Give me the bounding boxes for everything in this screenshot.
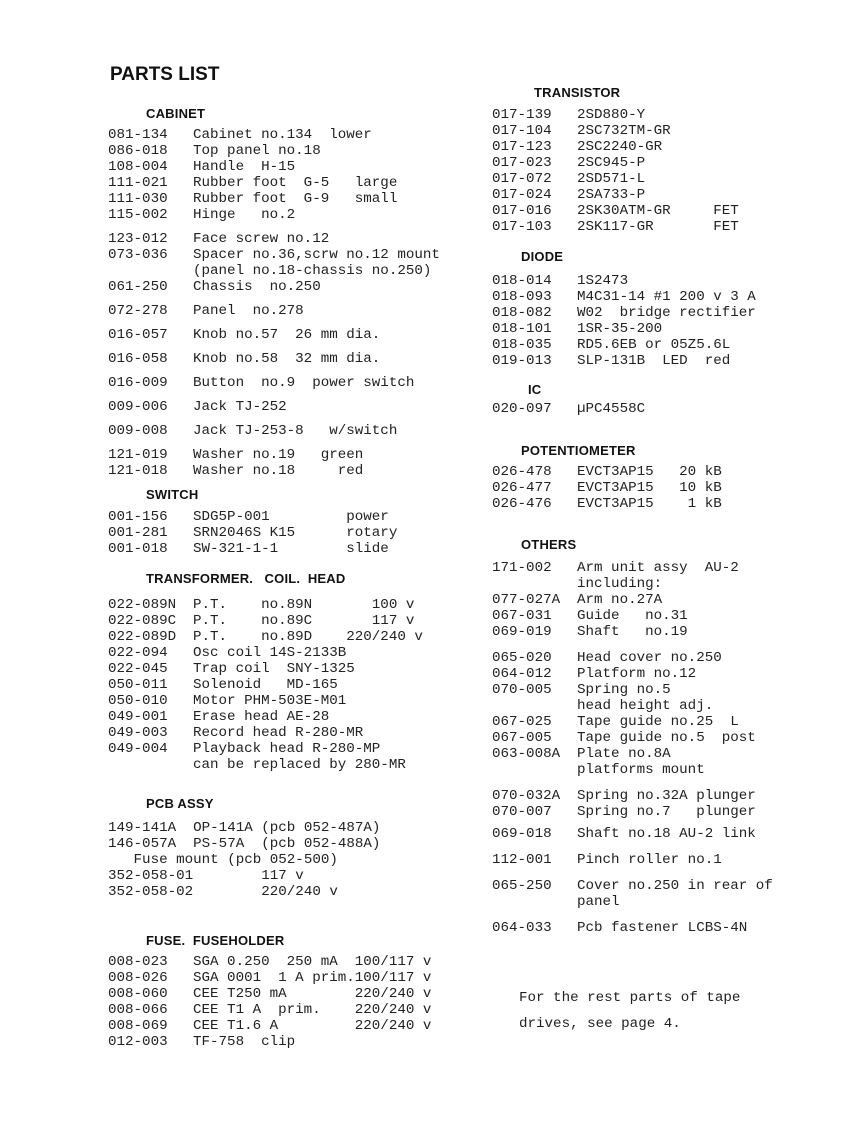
part-description: Arm unit assy AU-2	[577, 560, 739, 576]
part-description: Spring no.7 plunger	[577, 804, 756, 820]
part-number: 022-089D	[108, 629, 177, 645]
part-description: 2SC732TM-GR	[577, 123, 671, 139]
part-number: 064-012	[492, 666, 552, 682]
part-description: Spring no.32A plunger	[577, 788, 756, 804]
part-number: 022-045	[108, 661, 168, 677]
part-description: SGA 0.250 250 mA 100/117 v	[193, 954, 432, 970]
part-description: 1SR-35-200	[577, 321, 663, 337]
part-number: 018-101	[492, 321, 552, 337]
part-description: 2SK30ATM-GR FET	[577, 203, 739, 219]
part-description: 1S2473	[577, 273, 629, 289]
section-heading-fuse: FUSE. FUSEHOLDER	[146, 933, 285, 948]
part-number: 070-032A	[492, 788, 561, 804]
part-description: Jack TJ-253-8 w/switch	[193, 423, 398, 439]
note-line-1: For the rest parts of tape	[519, 990, 741, 1006]
part-number: 050-011	[108, 677, 168, 693]
part-number: 009-008	[108, 423, 168, 439]
part-description: RD5.6EB or 05Z5.6L	[577, 337, 731, 353]
part-description: panel	[577, 894, 620, 910]
page-title: PARTS LIST	[110, 64, 220, 85]
part-number: 121-018	[108, 463, 168, 479]
part-description: SGA 0001 1 A prim.100/117 v	[193, 970, 432, 986]
part-number: 067-031	[492, 608, 552, 624]
part-description: Handle H-15	[193, 159, 296, 175]
part-description: Shaft no.19	[577, 624, 688, 640]
part-number: 008-066	[108, 1002, 168, 1018]
part-description: SDG5P-001 power	[193, 509, 389, 525]
part-number: 072-278	[108, 303, 168, 319]
part-number: 017-104	[492, 123, 552, 139]
section-heading-pcb: PCB ASSY	[146, 796, 214, 811]
part-description: Chassis no.250	[193, 279, 321, 295]
part-description: CEE T1 A prim. 220/240 v	[193, 1002, 432, 1018]
part-number: 009-006	[108, 399, 168, 415]
part-number: 026-477	[492, 480, 552, 496]
part-description: can be replaced by 280-MR	[193, 757, 406, 773]
part-description: 2SK117-GR FET	[577, 219, 739, 235]
part-number: 073-036	[108, 247, 168, 263]
part-number: 171-002	[492, 560, 552, 576]
part-number: 077-027A	[492, 592, 561, 608]
parts-line-text: Fuse mount (pcb 052-500)	[108, 852, 338, 868]
part-description: M4C31-14 #1 200 v 3 A	[577, 289, 756, 305]
part-number: 018-035	[492, 337, 552, 353]
part-number: 017-024	[492, 187, 552, 203]
part-number: 017-072	[492, 171, 552, 187]
part-number: 008-026	[108, 970, 168, 986]
part-description: Guide no.31	[577, 608, 688, 624]
part-description: Tape guide no.25 L	[577, 714, 739, 730]
part-number: 020-097	[492, 401, 552, 417]
part-number: 017-016	[492, 203, 552, 219]
part-description: Rubber foot G-5 large	[193, 175, 398, 191]
part-description: Face screw no.12	[193, 231, 330, 247]
part-number: 070-007	[492, 804, 552, 820]
part-number: 016-009	[108, 375, 168, 391]
part-number: 001-281	[108, 525, 168, 541]
part-description: platforms mount	[577, 762, 705, 778]
part-description: Knob no.58 32 mm dia.	[193, 351, 381, 367]
section-heading-others: OTHERS	[521, 537, 577, 552]
part-number: 086-018	[108, 143, 168, 159]
part-description: Tape guide no.5 post	[577, 730, 756, 746]
part-description: Plate no.8A	[577, 746, 671, 762]
part-description: CEE T250 mA 220/240 v	[193, 986, 432, 1002]
part-number: 022-094	[108, 645, 168, 661]
part-number: 018-082	[492, 305, 552, 321]
part-description: Knob no.57 26 mm dia.	[193, 327, 381, 343]
section-heading-switch: SWITCH	[146, 487, 199, 502]
part-number: 049-001	[108, 709, 168, 725]
part-number: 001-156	[108, 509, 168, 525]
part-description: Pinch roller no.1	[577, 852, 722, 868]
part-number: 112-001	[492, 852, 552, 868]
part-description: W02 bridge rectifier	[577, 305, 756, 321]
part-number: 067-005	[492, 730, 552, 746]
part-number: 069-019	[492, 624, 552, 640]
part-description: Washer no.19 green	[193, 447, 364, 463]
part-description: including:	[577, 576, 663, 592]
parts-line-text: 149-141A OP-141A (pcb 052-487A)	[108, 820, 381, 836]
part-number: 069-018	[492, 826, 552, 842]
part-number: 063-008A	[492, 746, 561, 762]
part-number: 018-014	[492, 273, 552, 289]
section-heading-transistor: TRANSISTOR	[534, 85, 621, 100]
part-number: 065-250	[492, 878, 552, 894]
section-heading-transformer: TRANSFORMER. COIL. HEAD	[146, 571, 346, 586]
part-description: Shaft no.18 AU-2 link	[577, 826, 756, 842]
part-description: Pcb fastener LCBS-4N	[577, 920, 748, 936]
part-number: 111-030	[108, 191, 168, 207]
part-number: 018-093	[492, 289, 552, 305]
part-description: P.T. no.89N 100 v	[193, 597, 415, 613]
section-heading-cabinet: CABINET	[146, 106, 206, 121]
part-number: 017-103	[492, 219, 552, 235]
part-description: P.T. no.89C 117 v	[193, 613, 415, 629]
part-number: 049-004	[108, 741, 168, 757]
part-description: Jack TJ-252	[193, 399, 287, 415]
part-description: CEE T1.6 A 220/240 v	[193, 1018, 432, 1034]
part-description: SLP-131B LED red	[577, 353, 731, 369]
parts-line-text: 352-058-01 117 v	[108, 868, 304, 884]
part-description: EVCT3AP15 10 kB	[577, 480, 722, 496]
part-description: Head cover no.250	[577, 650, 722, 666]
part-description: Spring no.5	[577, 682, 671, 698]
part-description: Platform no.12	[577, 666, 697, 682]
part-number: 012-003	[108, 1034, 168, 1050]
part-description: head height adj.	[577, 698, 714, 714]
section-heading-potentiometer: POTENTIOMETER	[521, 443, 636, 458]
part-number: 017-139	[492, 107, 552, 123]
part-number: 022-089N	[108, 597, 177, 613]
part-description: Washer no.18 red	[193, 463, 364, 479]
part-description: (panel no.18-chassis no.250)	[193, 263, 432, 279]
part-description: Top panel no.18	[193, 143, 321, 159]
part-description: 2SD880-Y	[577, 107, 646, 123]
part-number: 067-025	[492, 714, 552, 730]
part-description: P.T. no.89D 220/240 v	[193, 629, 423, 645]
part-description: Panel no.278	[193, 303, 304, 319]
part-description: Osc coil 14S-2133B	[193, 645, 347, 661]
part-number: 017-023	[492, 155, 552, 171]
part-description: µPC4558C	[577, 401, 646, 417]
part-number: 108-004	[108, 159, 168, 175]
part-number: 026-476	[492, 496, 552, 512]
part-description: Button no.9 power switch	[193, 375, 415, 391]
part-number: 050-010	[108, 693, 168, 709]
part-number: 001-018	[108, 541, 168, 557]
part-description: Solenoid MD-165	[193, 677, 338, 693]
part-description: EVCT3AP15 1 kB	[577, 496, 722, 512]
part-description: TF-758 clip	[193, 1034, 296, 1050]
part-description: Playback head R-280-MP	[193, 741, 381, 757]
part-number: 065-020	[492, 650, 552, 666]
part-description: SW-321-1-1 slide	[193, 541, 389, 557]
part-description: 2SC945-P	[577, 155, 646, 171]
parts-line-text: 352-058-02 220/240 v	[108, 884, 338, 900]
part-number: 061-250	[108, 279, 168, 295]
part-description: 2SA733-P	[577, 187, 646, 203]
part-description: Erase head AE-28	[193, 709, 330, 725]
part-number: 008-069	[108, 1018, 168, 1034]
part-description: Cover no.250 in rear of	[577, 878, 773, 894]
part-description: Record head R-280-MR	[193, 725, 364, 741]
part-number: 081-134	[108, 127, 168, 143]
part-number: 016-058	[108, 351, 168, 367]
part-number: 049-003	[108, 725, 168, 741]
section-heading-ic: IC	[528, 382, 542, 397]
part-number: 064-033	[492, 920, 552, 936]
part-description: 2SD571-L	[577, 171, 646, 187]
part-description: Rubber foot G-9 small	[193, 191, 398, 207]
part-description: Hinge no.2	[193, 207, 296, 223]
part-number: 115-002	[108, 207, 168, 223]
section-heading-diode: DIODE	[521, 249, 564, 264]
part-number: 111-021	[108, 175, 168, 191]
part-description: Motor PHM-503E-M01	[193, 693, 347, 709]
part-description: Arm no.27A	[577, 592, 663, 608]
part-description: Trap coil SNY-1325	[193, 661, 355, 677]
note-line-2: drives, see page 4.	[519, 1016, 681, 1032]
part-number: 016-057	[108, 327, 168, 343]
parts-line-text: 146-057A PS-57A (pcb 052-488A)	[108, 836, 381, 852]
part-number: 070-005	[492, 682, 552, 698]
part-number: 022-089C	[108, 613, 177, 629]
part-description: Cabinet no.134 lower	[193, 127, 372, 143]
part-number: 121-019	[108, 447, 168, 463]
part-number: 123-012	[108, 231, 168, 247]
part-number: 017-123	[492, 139, 552, 155]
part-number: 026-478	[492, 464, 552, 480]
part-description: EVCT3AP15 20 kB	[577, 464, 722, 480]
part-number: 008-060	[108, 986, 168, 1002]
part-description: Spacer no.36,scrw no.12 mount	[193, 247, 440, 263]
part-number: 008-023	[108, 954, 168, 970]
part-description: 2SC2240-GR	[577, 139, 663, 155]
part-description: SRN2046S K15 rotary	[193, 525, 398, 541]
part-number: 019-013	[492, 353, 552, 369]
